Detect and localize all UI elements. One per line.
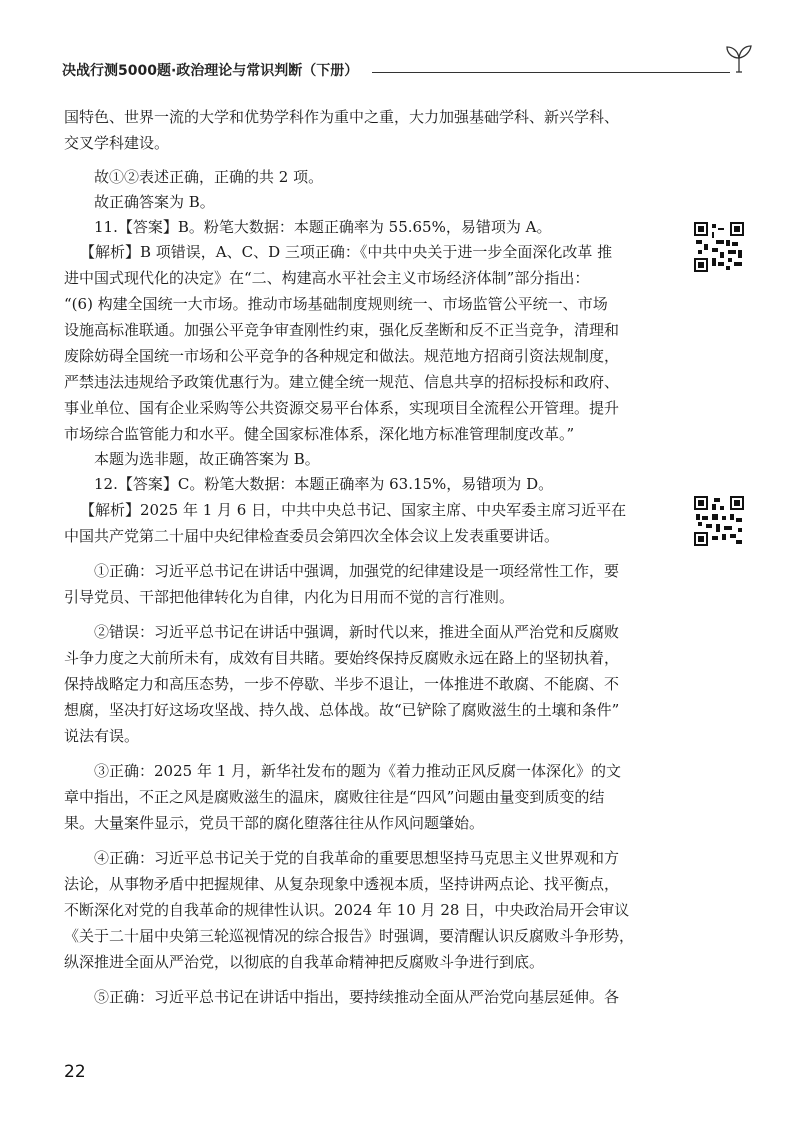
leaf-icon bbox=[722, 42, 756, 80]
header-rule bbox=[372, 72, 730, 73]
body-line: 进中国式现代化的决定》在“二、构建高水平社会主义市场经济体制”部分指出： bbox=[64, 269, 590, 287]
running-header: 决战行测5000题·政治理论与常识判断（下册） bbox=[62, 63, 359, 79]
body-line: 斗争力度之大前所未有，成效有目共睹。要始终保持反腐败永远在路上的坚韧执着， bbox=[64, 649, 620, 667]
body-line: 果。大量案件显示，党员干部的腐化堕落往往从作风问题肇始。 bbox=[64, 814, 485, 832]
body-line: “(6) 构建全国统一大市场。推动市场基础制度规则统一、市场监管公平统一、市场 bbox=[64, 295, 608, 313]
body-line: 章中指出，不正之风是腐败滋生的温床，腐败往往是“四风”问题由量变到质变的结 bbox=[64, 788, 605, 806]
body-line: 本题为选非题，故正确答案为 B。 bbox=[94, 450, 320, 468]
option-3: ③正确：2025 年 1 月，新华社发布的题为《着力推动正风反腐一体深化》的文 bbox=[94, 762, 622, 780]
body-line: 《关于二十届中央第三轮巡视情况的综合报告》时强调，要清醒认识反腐败斗争形势， bbox=[64, 927, 635, 945]
analysis-12: 【解析】2025 年 1 月 6 日，中共中央总书记、国家主席、中央军委主席习近平在 bbox=[80, 501, 627, 519]
page-number: 22 bbox=[64, 1062, 86, 1082]
body-line: 国特色、世界一流的大学和优势学科作为重中之重，大力加强基础学科、新兴学科、 bbox=[64, 108, 620, 126]
answer-12: 12.【答案】C。粉笔大数据：本题正确率为 63.15%，易错项为 D。 bbox=[94, 475, 554, 493]
body-line: 严禁违法违规给予政策优惠行为。建立健全统一规范、信息共享的招标投标和政府、 bbox=[64, 373, 620, 391]
body-line: 设施高标准联通。加强公平竞争审查刚性约束，强化反垄断和反不正当竞争，清理和 bbox=[64, 321, 620, 339]
body-line: 市场综合监管能力和水平。健全国家标准体系，深化地方标准管理制度改革。” bbox=[64, 425, 575, 443]
option-5: ⑤正确：习近平总书记在讲话中指出，要持续推动全面从严治党向基层延伸。各 bbox=[94, 988, 620, 1006]
body-line: 中国共产党第二十届中央纪律检查委员会第四次全体会议上发表重要讲话。 bbox=[64, 527, 560, 545]
option-2: ②错误：习近平总书记在讲话中强调，新时代以来，推进全面从严治党和反腐败 bbox=[94, 623, 620, 641]
qr-code-icon[interactable] bbox=[694, 496, 744, 546]
qr-code-icon[interactable] bbox=[694, 222, 744, 272]
body-line: 不断深化对党的自我革命的规律性认识。2024 年 10 月 28 日，中央政治局开会审议 bbox=[64, 901, 630, 919]
body-line: 故①②表述正确，正确的共 2 项。 bbox=[94, 168, 324, 186]
option-4: ④正确：习近平总书记关于党的自我革命的重要思想坚持马克思主义世界观和方 bbox=[94, 849, 620, 867]
body-line: 说法有误。 bbox=[64, 727, 140, 745]
body-line: 保持战略定力和高压态势，一步不停歇、半步不退让，一体推进不敢腐、不能腐、不 bbox=[64, 675, 620, 693]
body-line: 法论，从事物矛盾中把握规律、从复杂现象中透视本质，坚持讲两点论、找平衡点， bbox=[64, 875, 620, 893]
body-line: 废除妨碍全国统一市场和公平竞争的各种规定和做法。规范地方招商引资法规制度， bbox=[64, 347, 620, 365]
option-1: ①正确：习近平总书记在讲话中强调，加强党的纪律建设是一项经常性工作，要 bbox=[94, 562, 620, 580]
analysis-11: 【解析】B 项错误，A、C、D 三项正确：《中共中央关于进一步全面深化改革 推 bbox=[80, 243, 613, 261]
body-line: 想腐，坚决打好这场攻坚战、持久战、总体战。故“已铲除了腐败滋生的土壤和条件” bbox=[64, 701, 620, 719]
body-line: 纵深推进全面从严治党，以彻底的自我革命精神把反腐败斗争进行到底。 bbox=[64, 953, 545, 971]
body-line: 交叉学科建设。 bbox=[64, 134, 170, 152]
body-line: 事业单位、国有企业采购等公共资源交易平台体系，实现项目全流程公开管理。提升 bbox=[64, 399, 620, 417]
body-line: 引导党员、干部把他律转化为自律，内化为日用而不觉的言行准则。 bbox=[64, 588, 515, 606]
body-line: 故正确答案为 B。 bbox=[94, 193, 215, 211]
answer-11: 11.【答案】B。粉笔大数据：本题正确率为 55.65%，易错项为 A。 bbox=[94, 218, 552, 236]
